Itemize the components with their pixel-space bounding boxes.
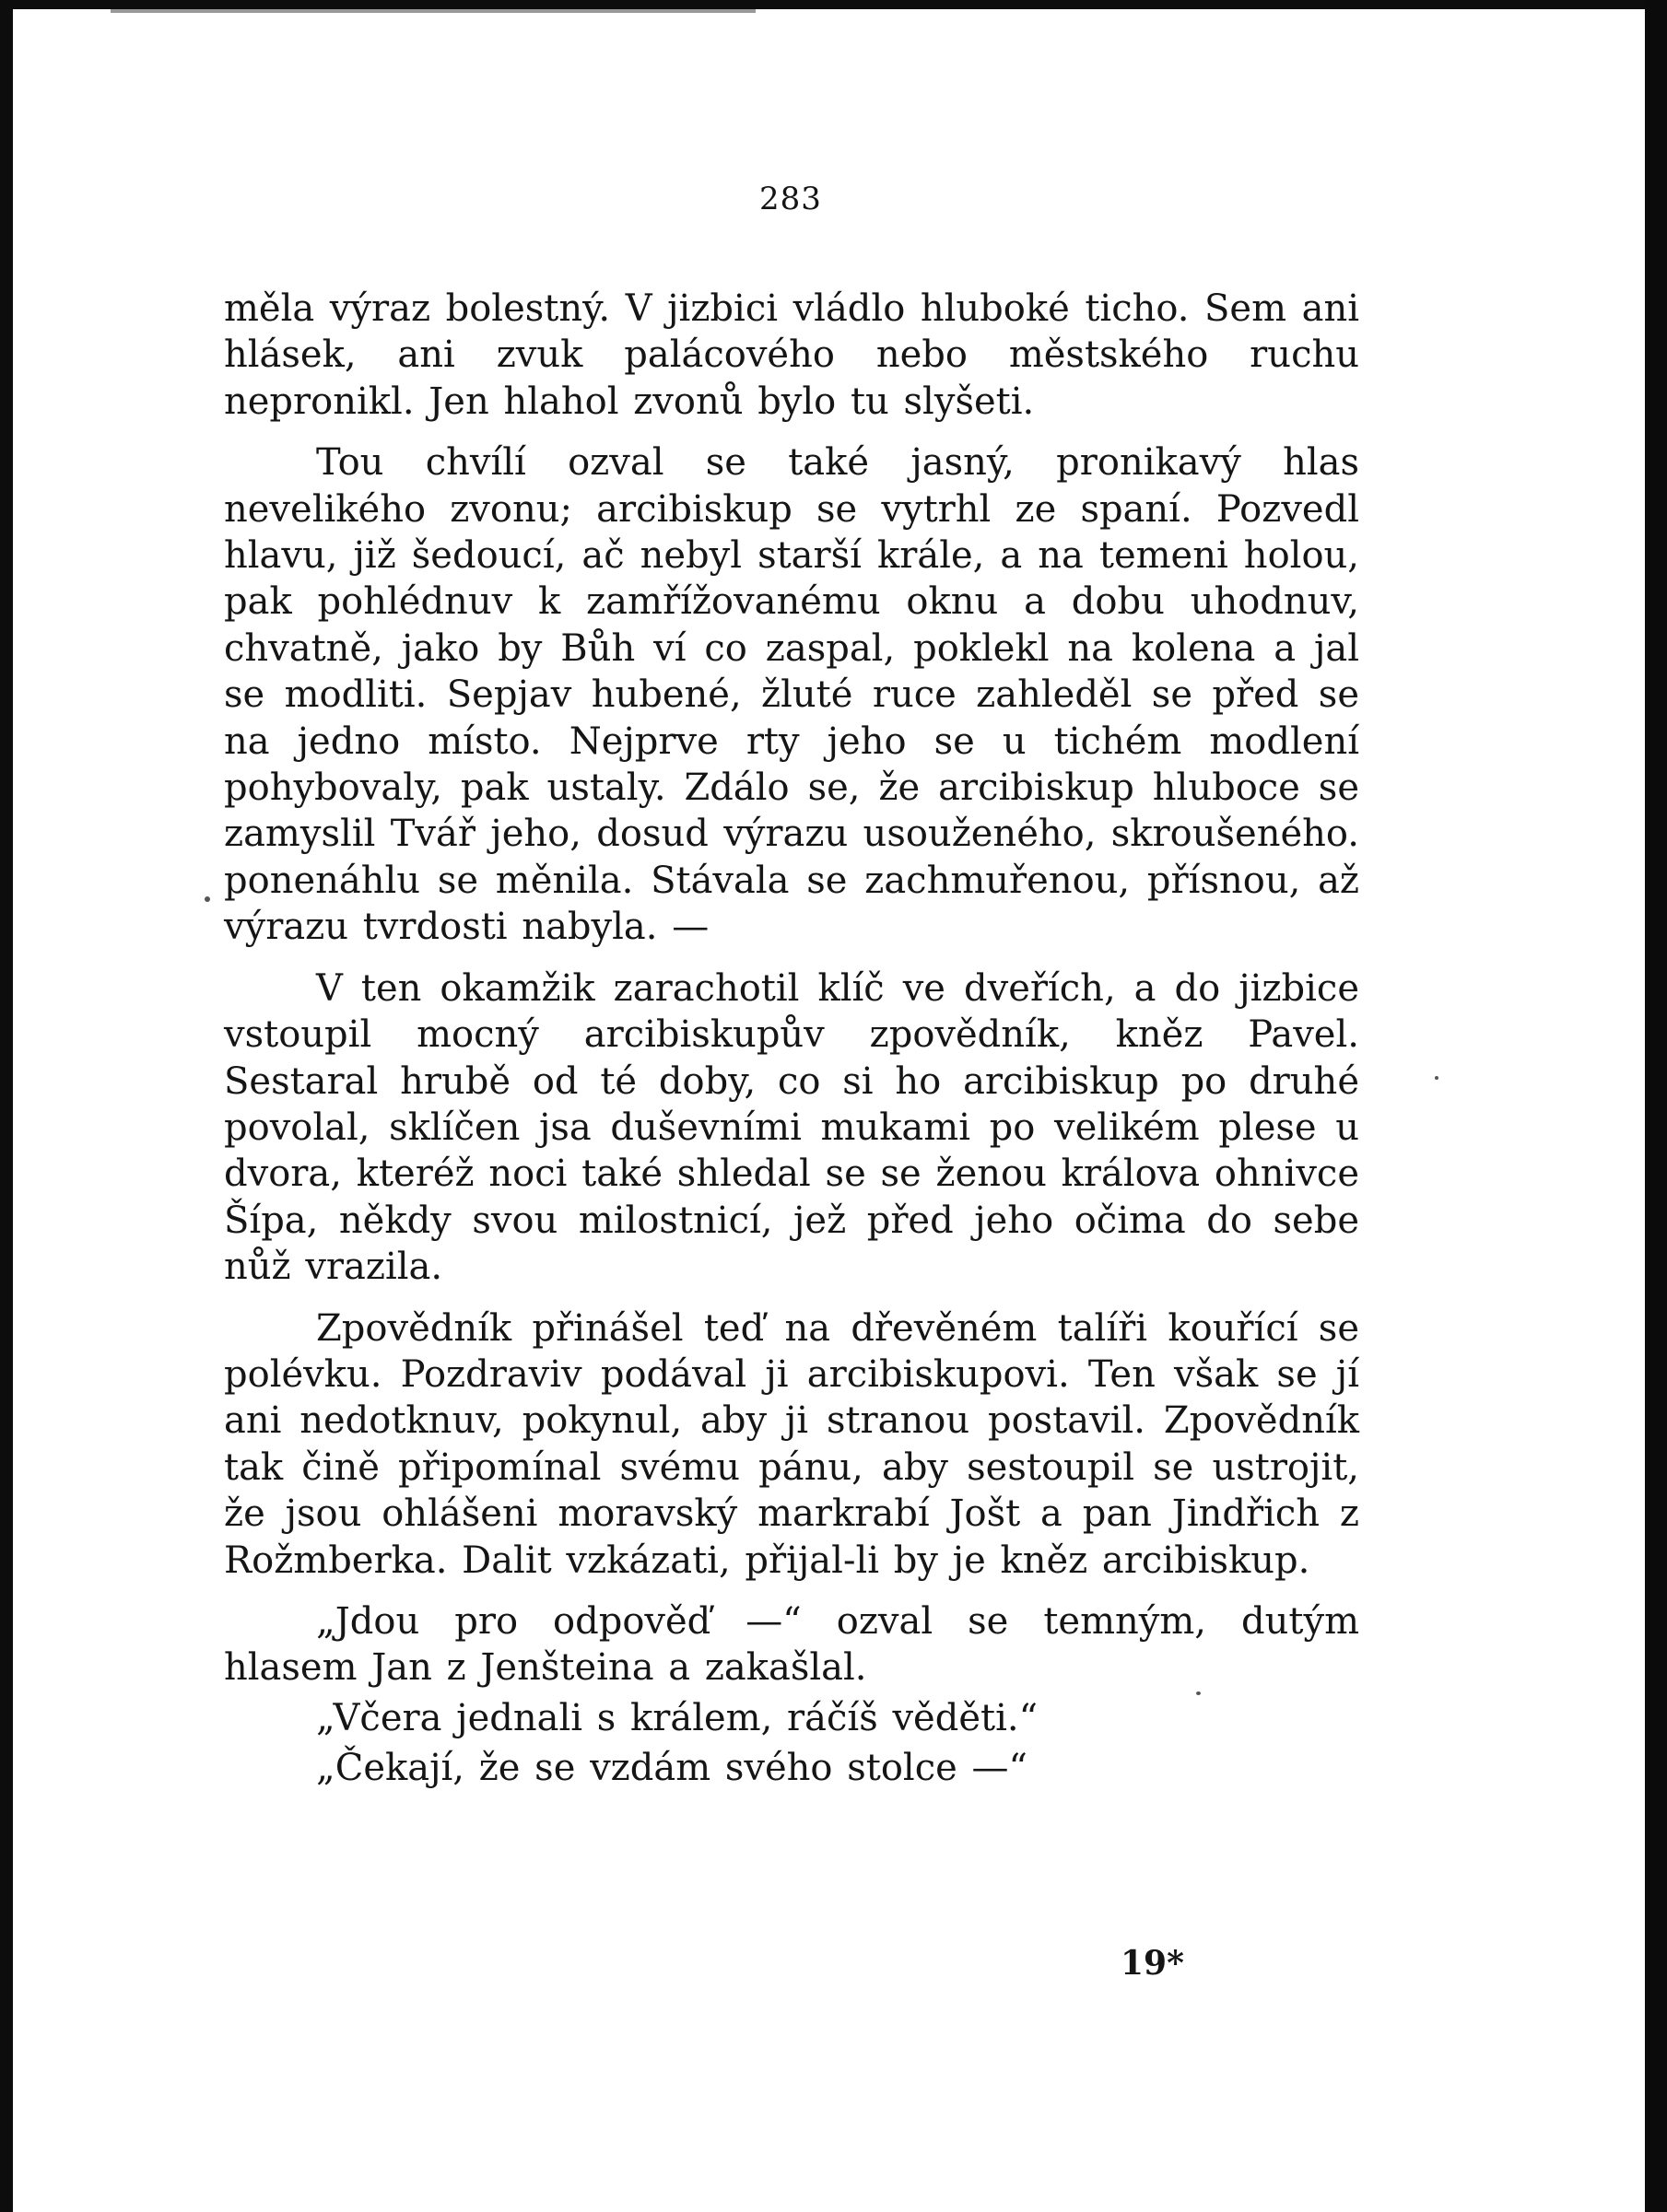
scan-border-top (0, 0, 1667, 9)
paragraph-5: „Jdou pro odpověď —“ ozval se temným, dutým hlasem Jan z Jenšteina a zakašlal. (224, 1599, 1359, 1690)
paragraph-2: Tou chvílí ozval se také jasný, pronikavý hlas nevelikého zvonu; arcibiskup se vytrhl ze spaní. Pozvedl hlavu, již šedoucí, ač nebyl starší krále, a na temeni holou, pak pohlédnuv k zamřížovanému oknu a dobu uhodnuv, chvatně, jako by Bůh ví co zaspal, poklekl na kolena a jal se modliti. Sepjav hubené, žluté ruce zahleděl se před se na jedno místo. Nejprve rty jeho se u tichém modlení pohybovaly, pak ustaly. Zdálo se, že arcibiskup hluboce se zamyslil Tvář jeho, dosud výrazu usouženého, skroušeného. ponenáhlu se měnila. Stávala se zachmuřenou, přísnou, až výrazu tvrdosti nabyla. — (224, 441, 1359, 949)
paragraph-6: „Včera jednali s králem, ráčíš věděti.“ (316, 1696, 1039, 1739)
page-number: 283 (759, 181, 822, 217)
scan-speck (1435, 1076, 1438, 1080)
paragraph-3: V ten okamžik zarachotil klíč ve dveřích, a do jizbice vstoupil mocný arcibiskupův zpovědník, kněz Pavel. Sestaral hrubě od té doby, co si ho arcibiskup po druhé povolal, sklíčen jsa duševními mukami po velikém plese u dvora, kteréž noci také shledal se se ženou králova ohnivce Šípa, někdy svou milostnicí, jež před jeho očima do sebe nůž vrazila. (224, 966, 1359, 1289)
printer-signature-mark: 19* (1121, 1944, 1184, 1983)
scan-border-left (0, 0, 13, 2212)
scan-border-shadow (111, 9, 756, 13)
body-text (224, 286, 1359, 1792)
scan-border-right (1645, 0, 1667, 2212)
paragraph-1: měla výraz bolestný. V jizbici vládlo hluboké ticho. Sem ani hlásek, ani zvuk palácového nebo městského ruchu nepronikl. Jen hlahol zvonů bylo tu slyšeti. (224, 287, 1359, 423)
scan-speck (205, 896, 210, 902)
scan-speck (1196, 1691, 1201, 1695)
paragraph-7: „Čekají, že se vzdám svého stolce —“ (316, 1747, 1027, 1790)
paragraph-4: Zpovědník přinášel teď na dřevěném talíři kouřící se polévku. Pozdraviv podával ji arcibiskupovi. Ten však se jí ani nedotknuv, pokynul, aby ji stranou postavil. Zpovědník tak čině připomínal svému pánu, aby sestoupil se ustrojit, že jsou ohlášeni moravský markrabí Jošt a pan Jindřich z Rožmberka. Dalit vzkázati, přijal-li by je kněz arcibiskup. (224, 1306, 1359, 1582)
